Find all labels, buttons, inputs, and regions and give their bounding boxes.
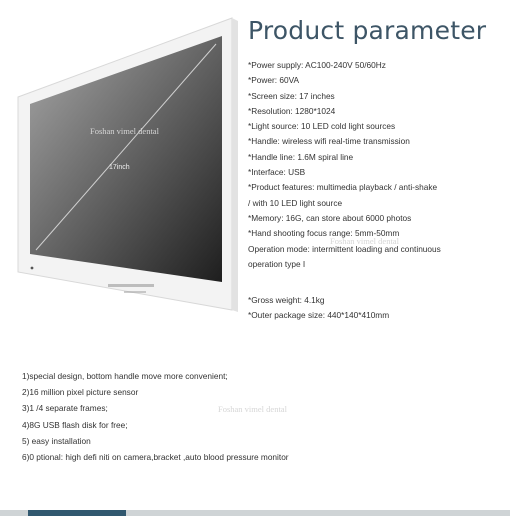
spec-item: operation type I <box>248 258 306 269</box>
feature-item: 4)8G USB flash disk for free; <box>22 419 128 430</box>
spec-item: *Power supply: AC100-240V 50/60Hz <box>248 60 386 70</box>
page-title: Product parameter <box>248 16 487 45</box>
feature-item: 6)0 ptional: high defi niti on camera,bracket ,auto blood pressure monitor <box>22 452 289 463</box>
control-buttons <box>108 284 154 287</box>
spec-item: *Product features: multimedia playback / anti-shake <box>248 182 438 193</box>
spec-item: *Hand shooting focus range: 5mm-50mm <box>248 228 400 239</box>
screen-size-label: 17inch <box>109 164 130 171</box>
spec-item: *Interface: USB <box>248 167 306 178</box>
spec-item: *Screen size: 17 inches <box>248 90 335 101</box>
spec-item: / with 10 LED light source <box>248 197 343 208</box>
spec-gap <box>248 272 510 293</box>
power-indicator-icon <box>31 267 34 270</box>
spec-item: *Resolution: 1280*1024 <box>248 105 336 116</box>
spec-item: *Light source: 10 LED cold light sources <box>248 121 396 132</box>
spec-item: *Power: 60VA <box>248 75 300 86</box>
spec-item: *Handle line: 1.6M spiral line <box>248 151 354 162</box>
feature-item: 3)1 /4 separate frames; <box>22 403 108 414</box>
watermark: Foshan vimel dental <box>90 126 159 136</box>
feature-item: 2)16 million pixel picture sensor <box>22 387 139 398</box>
feature-list <box>22 368 289 465</box>
watermark: Foshan vimel dental <box>218 404 287 414</box>
monitor-screen <box>30 36 222 282</box>
spec-item: *Memory: 16G, can store about 6000 photos <box>248 212 412 223</box>
monitor-edge <box>232 18 238 312</box>
spec-item: *Gross weight: 4.1kg <box>248 295 325 306</box>
control-button <box>124 291 146 293</box>
spec-item: *Handle: wireless wifi real-time transmission <box>248 136 410 147</box>
feature-item: 1)special design, bottom handle move more convenient; <box>22 371 228 381</box>
watermark: Foshan vimel dental <box>330 236 399 246</box>
spec-item: Operation mode: intermittent loading and continuous <box>248 243 441 254</box>
feature-item: 5) easy installation <box>22 435 91 446</box>
bottom-accent-bar <box>28 510 126 516</box>
spec-item: *Outer package size: 440*140*410mm <box>248 310 390 321</box>
spec-list <box>248 58 510 324</box>
